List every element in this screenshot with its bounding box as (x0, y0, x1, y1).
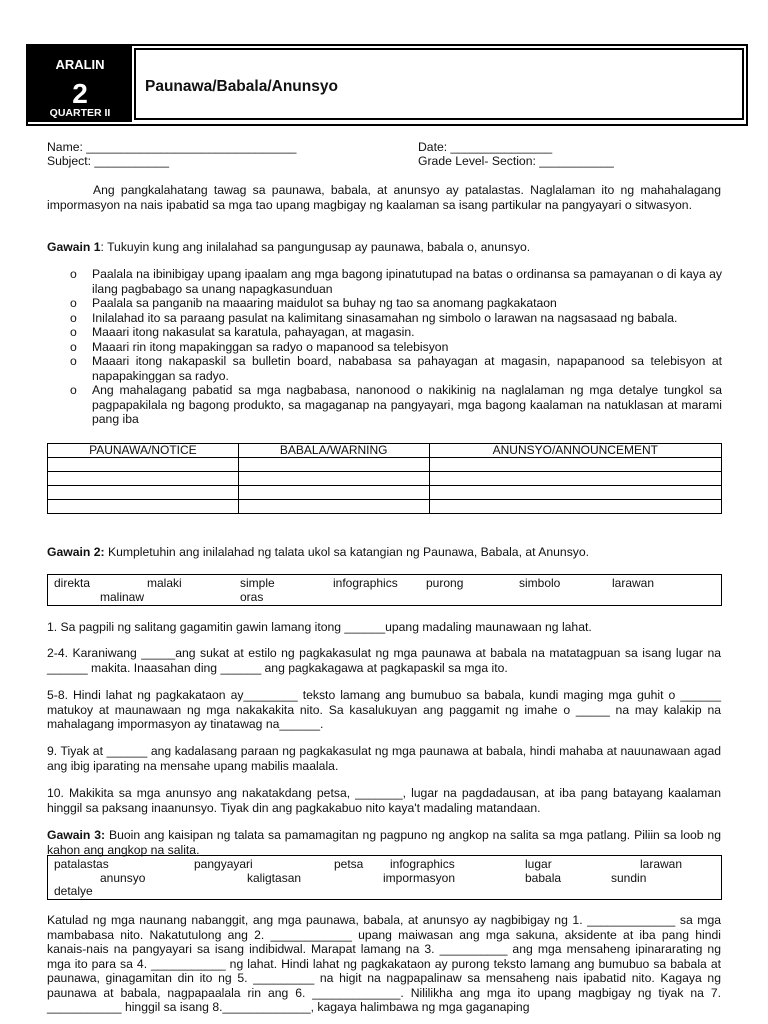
word-bank-item: sundin (611, 871, 647, 885)
gawain2-label: Gawain 2: (47, 545, 105, 559)
gawain3-paragraph: Katulad ng mga naunang nabanggit, ang mga paunawa, babala, at anunsyo ay nagbibigay ng 1. _____________ sa mga mambabasa nito. Nakatutulong ang 2. ____________ upang maiwasan ang mga sakuna, aksidente at iba pang hindi kanais-nais na pangyayari sa isang indibidwal. Marapat lamang na 3. __________ ang mga mensaheng ipinararating ng mga ito para sa 4. ___________ ng lahat. Hindi lahat ng pagkakataon ay purong teksto lamang ang bumubuo sa babala at paunawa, ginagamitan din ito ng 5. _________ na higit na nagpapalinaw sa mensaheng nais ipabatid nito. Kagaya ng paunawa at babala, nagpapaalala rin ang 6. _____________. Nililikha ang mga ito upang magbigay ng tiyak na 7. ___________ hinggil sa isang 8._____________, kagaya halimbawa ng mga gaganaping (47, 913, 721, 1014)
date-field[interactable]: Date: _______________ (418, 140, 553, 154)
word-bank-item: larawan (612, 576, 655, 590)
word-bank-item: petsa (334, 857, 364, 871)
word-bank-item: larawan (640, 857, 683, 871)
gawain1-heading (47, 240, 721, 255)
answer-cell[interactable] (48, 472, 239, 486)
word-bank-item: infographics (390, 857, 455, 871)
list-item: o Ang mahalagang pabatid sa mga nagbabasa, nanonood o nakikinig na naglalaman ng mga detalye tungkol sa pagpapakilala ng bagong produkto, sa magaganap na pangyayari, mga bagong kaalaman na natuklasan at marami pang iba (70, 383, 722, 427)
aralin-label: ARALIN (55, 57, 105, 72)
gawain1-label: Gawain 1 (47, 240, 101, 254)
gawain3-label: Gawain 3: (47, 828, 106, 842)
aralin-badge (28, 46, 132, 122)
word-bank-item: babala (525, 871, 562, 885)
word-bank-item: oras (240, 590, 264, 604)
name-field[interactable]: Name: _______________________________ (47, 140, 297, 154)
word-bank-item: malinaw (100, 590, 145, 604)
answer-cell[interactable] (48, 486, 239, 500)
answer-cell[interactable] (238, 486, 429, 500)
table-row (48, 500, 722, 514)
word-bank-item: pangyayari (194, 857, 253, 871)
answer-cell[interactable] (429, 458, 721, 472)
list-item: o Inilalahad ito sa paraang pasulat na kalimitang sinasamahan ng simbolo o larawan na nagsasaad ng babala. (70, 311, 722, 326)
grade-section-field[interactable]: Grade Level- Section: ___________ (418, 154, 614, 168)
list-item: o Maaari itong nakapaskil sa bulletin board, nababasa sa pahayagan at magasin, napapanood sa telebisyon at napapakinggan sa radyo. (70, 354, 722, 383)
gawain2-item-10: 10. Makikita sa mga anunsyo ang nakatakdang petsa, _______, lugar na pagdadausan, at iba pang batayang kaalaman hinggil sa paksang inaanunsyo. Tiyak din ang pagkakabuo nito kaya't madaling matandaan. (47, 786, 721, 815)
answer-cell[interactable] (48, 458, 239, 472)
gawain1-answer-table (47, 443, 722, 514)
word-bank-item: anunsyo (100, 871, 146, 885)
word-bank-item: patalastas (54, 857, 109, 871)
word-bank-item: impormasyon (383, 871, 456, 885)
aralin-number: 2 (72, 78, 88, 109)
column-header-babala: BABALA/WARNING (238, 444, 429, 458)
lesson-title: Paunawa/Babala/Anunsyo (145, 78, 338, 95)
answer-cell[interactable] (429, 472, 721, 486)
answer-cell[interactable] (238, 500, 429, 514)
gawain2-word-bank (47, 574, 722, 606)
word-bank-item: infographics (333, 576, 398, 590)
gawain2-item-1: 1. Sa pagpili ng salitang gagamitin gawin lamang itong ______upang madaling maunawaan ng lahat. (47, 620, 592, 634)
gawain2-heading (47, 545, 721, 560)
word-bank-item: malaki (147, 576, 182, 590)
gawain2-item-2-4: 2-4. Karaniwang _____ang sukat at estilo ng pagkakasulat ng mga paunawa at babala na matatagpuan sa isang lugar na ______ makita. Inaasahan ding ______ ang pagkakagawa at pagkapaskil sa mga ito. (47, 646, 721, 675)
table-row (48, 458, 722, 472)
subject-field[interactable]: Subject: ___________ (47, 154, 169, 168)
answer-cell[interactable] (238, 458, 429, 472)
answer-cell[interactable] (429, 486, 721, 500)
gawain2-item-5-8: 5-8. Hindi lahat ng pagkakataon ay________ teksto lamang ang bumubuo sa babala, kundi maging mga guhit o ______ matukoy at maunawaan ng mga nakakakita nito. Sa kasalukuyan ang paggamit ng imahe o _____ na may kalakip na mahalagang impormasyon ay tinatawag na______. (47, 688, 721, 731)
table-row (48, 472, 722, 486)
table-header-row (48, 444, 722, 458)
list-item: o Maaari itong nakasulat sa karatula, pahayagan, at magasin. (70, 325, 722, 340)
gawain1-instruction: : Tukuyin kung ang inilalahad sa pangungusap ay paunawa, babala o, anunsyo. (100, 240, 531, 254)
word-bank-item: direkta (54, 576, 91, 590)
gawain3-heading (47, 828, 721, 857)
list-item: o Paalala sa panganib na maaaring maidulot sa buhay ng tao sa anomang pagkakataon (70, 296, 722, 311)
word-bank-item: detalye (54, 884, 93, 898)
word-bank-item: purong (426, 576, 464, 590)
answer-cell[interactable] (48, 500, 239, 514)
column-header-anunsyo: ANUNSYO/ANNOUNCEMENT (429, 444, 721, 458)
word-bank-item: kaligtasan (247, 871, 302, 885)
list-item: o Maaari rin itong mapakinggan sa radyo o mapanood sa telebisyon (70, 340, 722, 355)
gawain3-instruction: Buoin ang kaisipan ng talata sa pamamagitan ng pagpuno ng angkop na salita sa mga patlang. Piliin sa loob ng kahon ang angkop na salita. (47, 828, 721, 857)
list-item: o Paalala na ibinibigay upang ipaalam ang mga bagong ipinatutupad na batas o ordinansa sa pamayanan o di kaya ay ilang pagbabago sa unang napagkasunduan (70, 267, 722, 296)
word-bank-item: lugar (525, 857, 552, 871)
answer-cell[interactable] (429, 500, 721, 514)
word-bank-item: simbolo (519, 576, 561, 590)
word-bank-item: simple (240, 576, 275, 590)
gawain2-instruction: Kumpletuhin ang inilalahad ng talata ukol sa katangian ng Paunawa, Babala, at Anunsyo. (104, 545, 590, 559)
quarter-label: QUARTER II (49, 107, 111, 119)
gawain3-word-bank (47, 855, 722, 900)
column-header-paunawa: PAUNAWA/NOTICE (48, 444, 239, 458)
gawain1-statements (70, 267, 722, 427)
intro-paragraph: Ang pangkalahatang tawag sa paunawa, babala, at anunsyo ay patalastas. Naglalaman ito ng mahahalagang impormasyon na nais ipabatid sa mga tao upang magbigay ng kaalaman sa isang partikular na pangyayari o sitwasyon. (47, 183, 721, 212)
table-row (48, 486, 722, 500)
answer-cell[interactable] (238, 472, 429, 486)
gawain2-item-9: 9. Tiyak at ______ ang kadalasang paraan ng pagkakasulat ng mga paunawa at babala, hindi mahaba at nauunawaan agad ang ibig iparating na mensahe upang mabilis maalala. (47, 744, 721, 773)
